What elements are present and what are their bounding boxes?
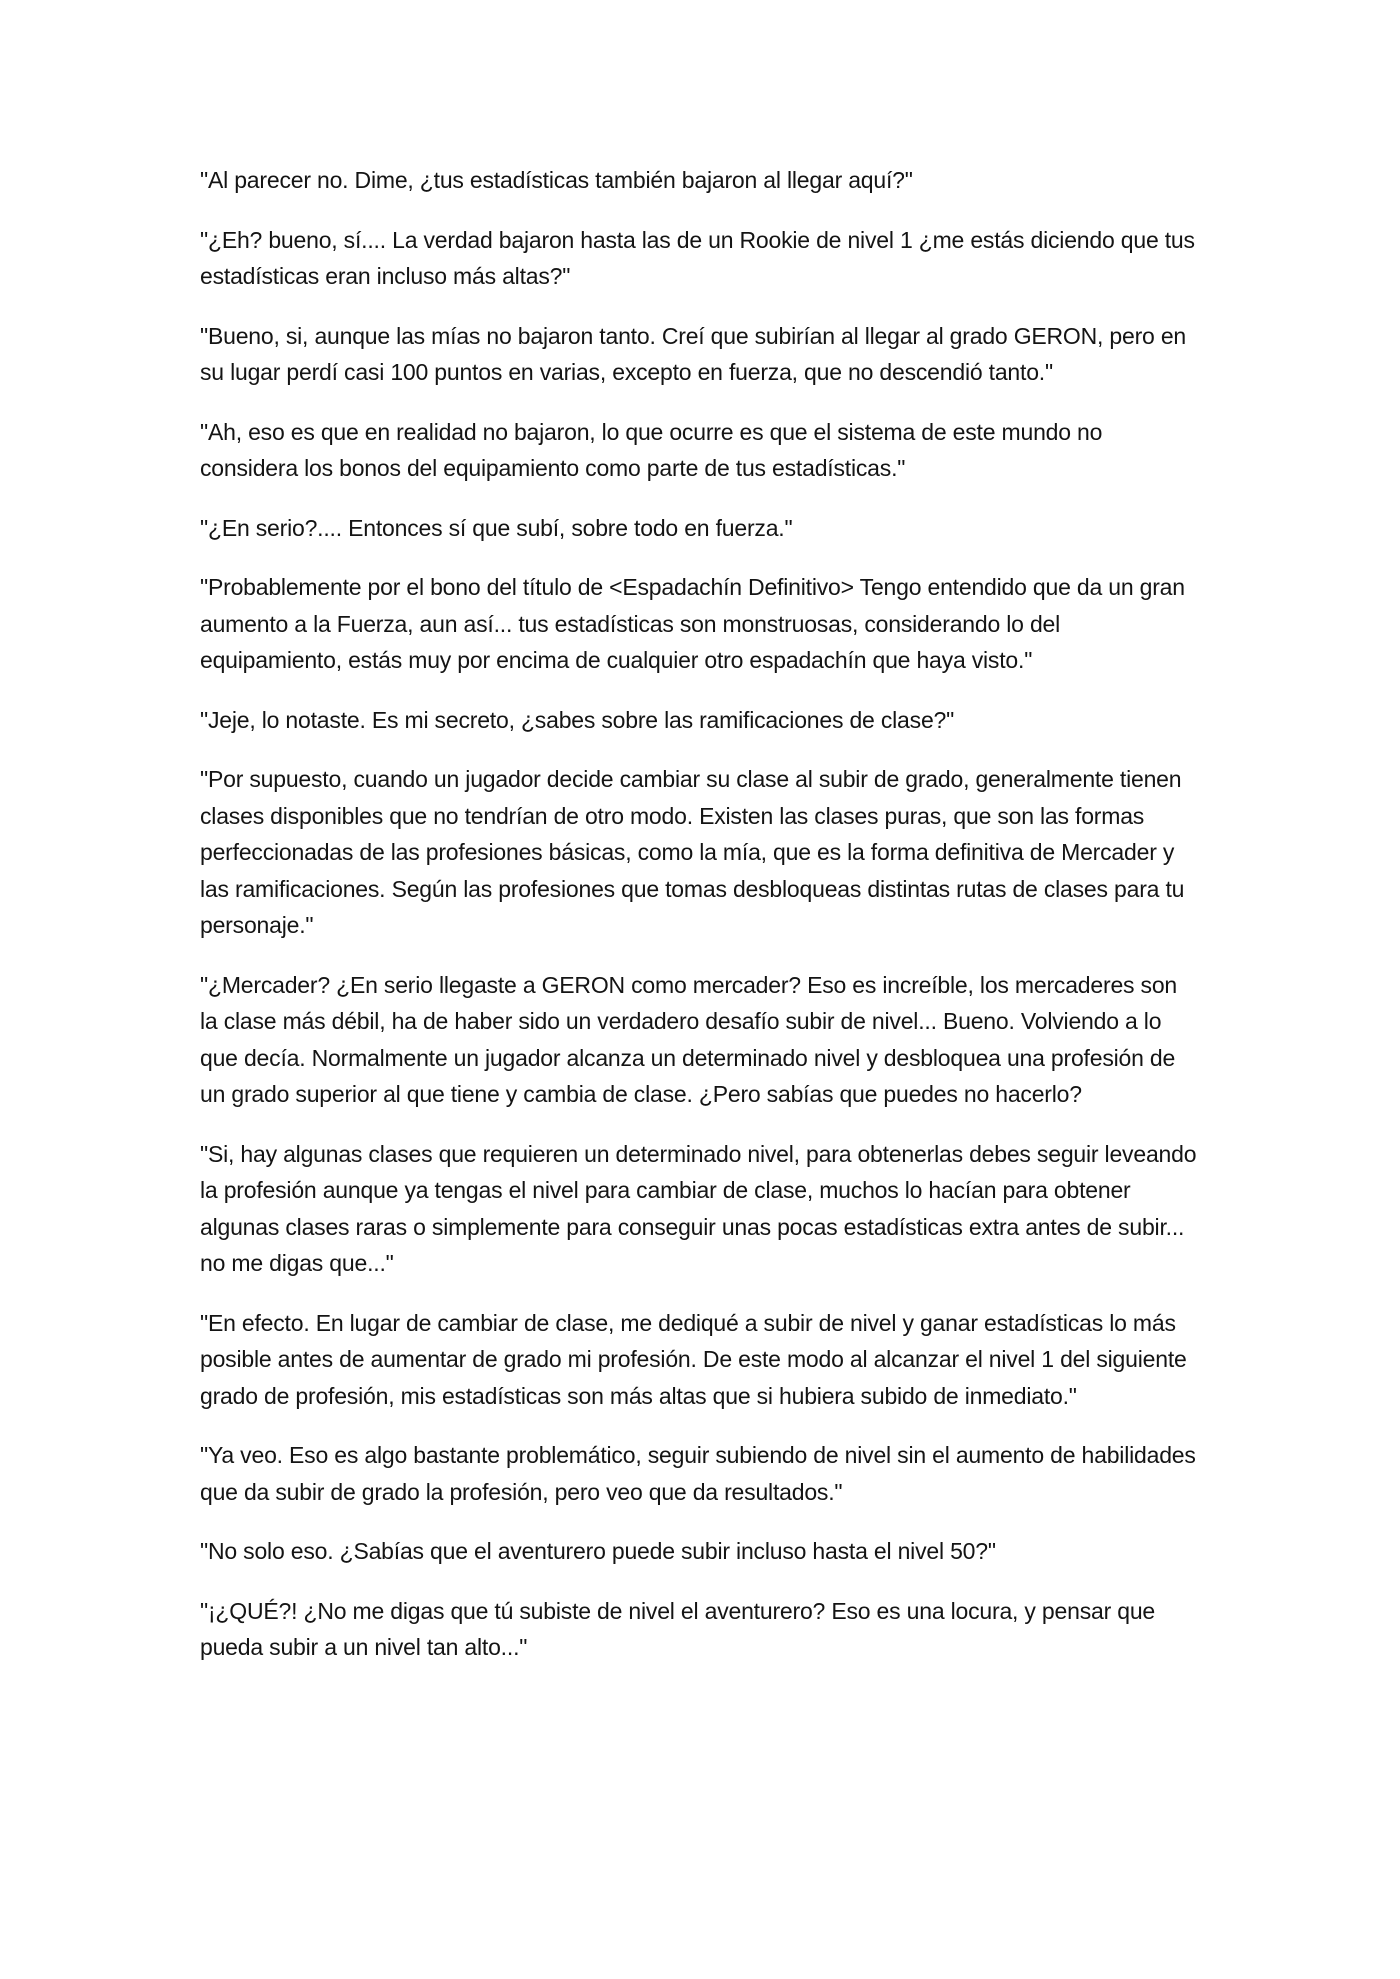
paragraph: "Por supuesto, cuando un jugador decide cambiar su clase al subir de grado, generalmente tienen clases disponibles que no tendrían de otro modo. Existen las clases puras, que son las formas perfeccionadas de las profesiones básicas, como la mía, que es la forma definitiva de Mercader y las ramificaciones. Según las profesiones que tomas desbloqueas distintas rutas de clases para tu personaje." [200, 766, 1185, 938]
paragraph: "¿Eh? bueno, sí.... La verdad bajaron hasta las de un Rookie de nivel 1 ¿me estás diciendo que tus estadísticas eran incluso más altas?" [200, 226, 1195, 289]
paragraph: "Bueno, si, aunque las mías no bajaron tanto. Creí que subirían al llegar al grado GERON, pero en su lugar perdí casi 100 puntos en varias, excepto en fuerza, que no descendió tanto." [200, 322, 1187, 385]
paragraph: "Probablemente por el bono del título de <Espadachín Definitivo> Tengo entendido que da un gran aumento a la Fuerza, aun así... tus estadísticas son monstruosas, considerando lo del equipamiento, estás muy por encima de cualquier otro espadachín que haya visto." [200, 574, 1185, 673]
document-page [200, 162, 1200, 1689]
paragraph: "¿En serio?.... Entonces sí que subí, sobre todo en fuerza." [200, 514, 793, 541]
paragraph: "¿Mercader? ¿En serio llegaste a GERON como mercader? Eso es increíble, los mercaderes son la clase más débil, ha de haber sido un verdadero desafío subir de nivel... Bueno. Volviendo a lo que decía. Normalmente un jugador alcanza un determinado nivel y desbloquea una profesión de un grado superior al que tiene y cambia de clase. ¿Pero sabías que puedes no hacerlo? [200, 971, 1178, 1107]
paragraph: "Ya veo. Eso es algo bastante problemático, seguir subiendo de nivel sin el aumento de habilidades que da subir de grado la profesión, pero veo que da resultados." [200, 1442, 1196, 1505]
paragraph: "Si, hay algunas clases que requieren un determinado nivel, para obtenerlas debes seguir leveando la profesión aunque ya tengas el nivel para cambiar de clase, muchos lo hacían para obtener algunas clases raras o simplemente para conseguir unas pocas estadísticas extra antes de subir... no me digas que..." [200, 1140, 1197, 1276]
paragraph: "Ah, eso es que en realidad no bajaron, lo que ocurre es que el sistema de este mundo no considera los bonos del equipamiento como parte de tus estadísticas." [200, 418, 1103, 481]
paragraph: "¡¿QUÉ?! ¿No me digas que tú subiste de nivel el aventurero? Eso es una locura, y pensar que pueda subir a un nivel tan alto..." [200, 1597, 1156, 1660]
paragraph: "No solo eso. ¿Sabías que el aventurero puede subir incluso hasta el nivel 50?" [200, 1538, 996, 1564]
paragraph: "Al parecer no. Dime, ¿tus estadísticas también bajaron al llegar aquí?" [200, 167, 913, 193]
paragraph: "En efecto. En lugar de cambiar de clase, me dediqué a subir de nivel y ganar estadísticas lo más posible antes de aumentar de grado mi profesión. De este modo al alcanzar el nivel 1 del siguiente grado de profesión, mis estadísticas son más altas que si hubiera subido de inmediato." [200, 1309, 1187, 1409]
paragraph: "Jeje, lo notaste. Es mi secreto, ¿sabes sobre las ramificaciones de clase?" [200, 706, 955, 733]
